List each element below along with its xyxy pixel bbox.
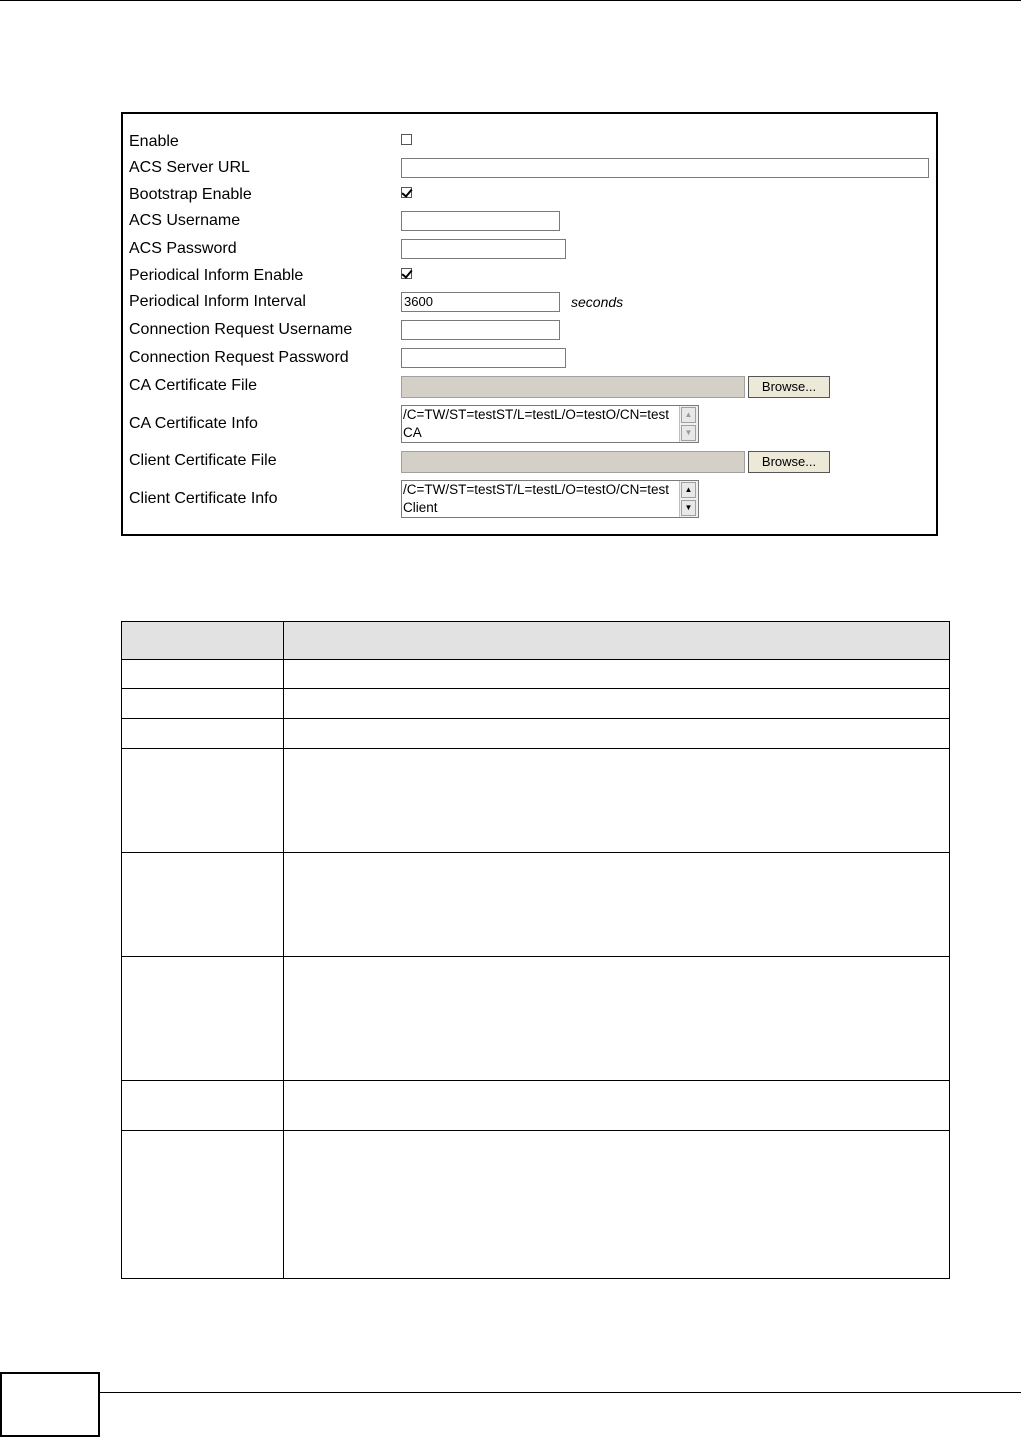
- page-number-box: [0, 1372, 100, 1437]
- page-top-rule: [0, 0, 1021, 1]
- table-row: [122, 1081, 950, 1131]
- table-cell: [122, 660, 284, 689]
- bootstrap-enable-row: [123, 186, 936, 206]
- acs-server-url-row: [123, 159, 936, 181]
- table-cell: [122, 689, 284, 719]
- client-certificate-file-row: [123, 452, 936, 476]
- table-cell: [122, 853, 284, 957]
- periodical-inform-interval-row: [123, 293, 936, 315]
- table-cell: [284, 719, 950, 749]
- tr069-settings-panel: [121, 112, 938, 536]
- table-cell: [122, 1081, 284, 1131]
- table-cell: [284, 660, 950, 689]
- scroll-up-icon[interactable]: ▲: [681, 407, 696, 423]
- acs-username-row: [123, 212, 936, 234]
- acs-username-input[interactable]: [401, 211, 560, 231]
- table-row: [122, 853, 950, 957]
- client-certificate-file-input[interactable]: [401, 451, 745, 473]
- ca-certificate-file-label: CA Certificate File: [129, 377, 258, 394]
- enable-checkbox[interactable]: [401, 134, 412, 145]
- table-cell: [284, 853, 950, 957]
- table-row: [122, 957, 950, 1081]
- table-header-row: [122, 622, 950, 660]
- client-certificate-info-text: /C=TW/ST=testST/L=testL/O=testO/CN=testClient: [403, 482, 669, 515]
- table-row: [122, 749, 950, 853]
- periodical-inform-interval-label: Periodical Inform Interval: [129, 293, 306, 310]
- table-cell: [122, 957, 284, 1081]
- periodical-inform-interval-input[interactable]: 3600: [401, 292, 560, 312]
- ca-certificate-file-row: [123, 377, 936, 401]
- table-cell: [122, 1131, 284, 1279]
- ca-certificate-browse-button[interactable]: Browse...: [748, 376, 830, 398]
- connection-request-password-row: [123, 349, 936, 371]
- ca-certificate-info-label: CA Certificate Info: [129, 415, 258, 432]
- interval-unit-label: seconds: [571, 294, 624, 310]
- table-cell: [284, 749, 950, 853]
- acs-server-url-input[interactable]: [401, 158, 929, 178]
- table-cell: [284, 1131, 950, 1279]
- connection-request-username-row: [123, 321, 936, 343]
- ca-certificate-info-text: /C=TW/ST=testST/L=testL/O=testO/CN=testCA: [403, 407, 669, 440]
- field-description-table: [121, 621, 950, 1279]
- bootstrap-enable-checkbox[interactable]: [401, 187, 412, 198]
- table-row: [122, 1131, 950, 1279]
- table-cell: [122, 719, 284, 749]
- acs-password-row: [123, 240, 936, 262]
- table-cell: [284, 957, 950, 1081]
- scroll-down-icon[interactable]: ▼: [681, 500, 696, 516]
- periodical-inform-enable-checkbox[interactable]: [401, 268, 412, 279]
- table-header-cell: [284, 622, 950, 660]
- scroll-up-icon[interactable]: ▲: [681, 482, 696, 498]
- client-certificate-info-label: Client Certificate Info: [129, 490, 278, 507]
- table-cell: [122, 749, 284, 853]
- acs-username-label: ACS Username: [129, 212, 241, 229]
- client-certificate-browse-button[interactable]: Browse...: [748, 451, 830, 473]
- client-certificate-info-textarea[interactable]: [401, 480, 699, 518]
- table-header-cell: [122, 622, 284, 660]
- client-certificate-file-label: Client Certificate File: [129, 452, 277, 469]
- acs-password-input[interactable]: [401, 239, 566, 259]
- acs-server-url-label: ACS Server URL: [129, 159, 250, 176]
- acs-password-label: ACS Password: [129, 240, 237, 257]
- connection-request-password-input[interactable]: [401, 348, 566, 368]
- ca-certificate-file-input[interactable]: [401, 376, 745, 398]
- table-cell: [284, 689, 950, 719]
- ca-certificate-info-textarea[interactable]: [401, 405, 699, 443]
- connection-request-username-input[interactable]: [401, 320, 560, 340]
- client-certificate-info-row: [123, 480, 936, 520]
- periodical-inform-enable-row: [123, 267, 936, 287]
- table-cell: [284, 1081, 950, 1131]
- table-row: [122, 660, 950, 689]
- bootstrap-enable-label: Bootstrap Enable: [129, 186, 252, 203]
- ca-certificate-info-row: [123, 405, 936, 445]
- ca-certificate-info-scrollbar[interactable]: [679, 406, 698, 442]
- footer-rule: [100, 1392, 1021, 1393]
- client-certificate-info-scrollbar[interactable]: [679, 481, 698, 517]
- connection-request-username-label: Connection Request Username: [129, 321, 353, 338]
- connection-request-password-label: Connection Request Password: [129, 349, 349, 366]
- periodical-inform-enable-label: Periodical Inform Enable: [129, 267, 304, 284]
- enable-label: Enable: [129, 133, 179, 150]
- table-row: [122, 689, 950, 719]
- scroll-down-icon[interactable]: ▼: [681, 425, 696, 441]
- table-row: [122, 719, 950, 749]
- enable-row: [123, 133, 936, 153]
